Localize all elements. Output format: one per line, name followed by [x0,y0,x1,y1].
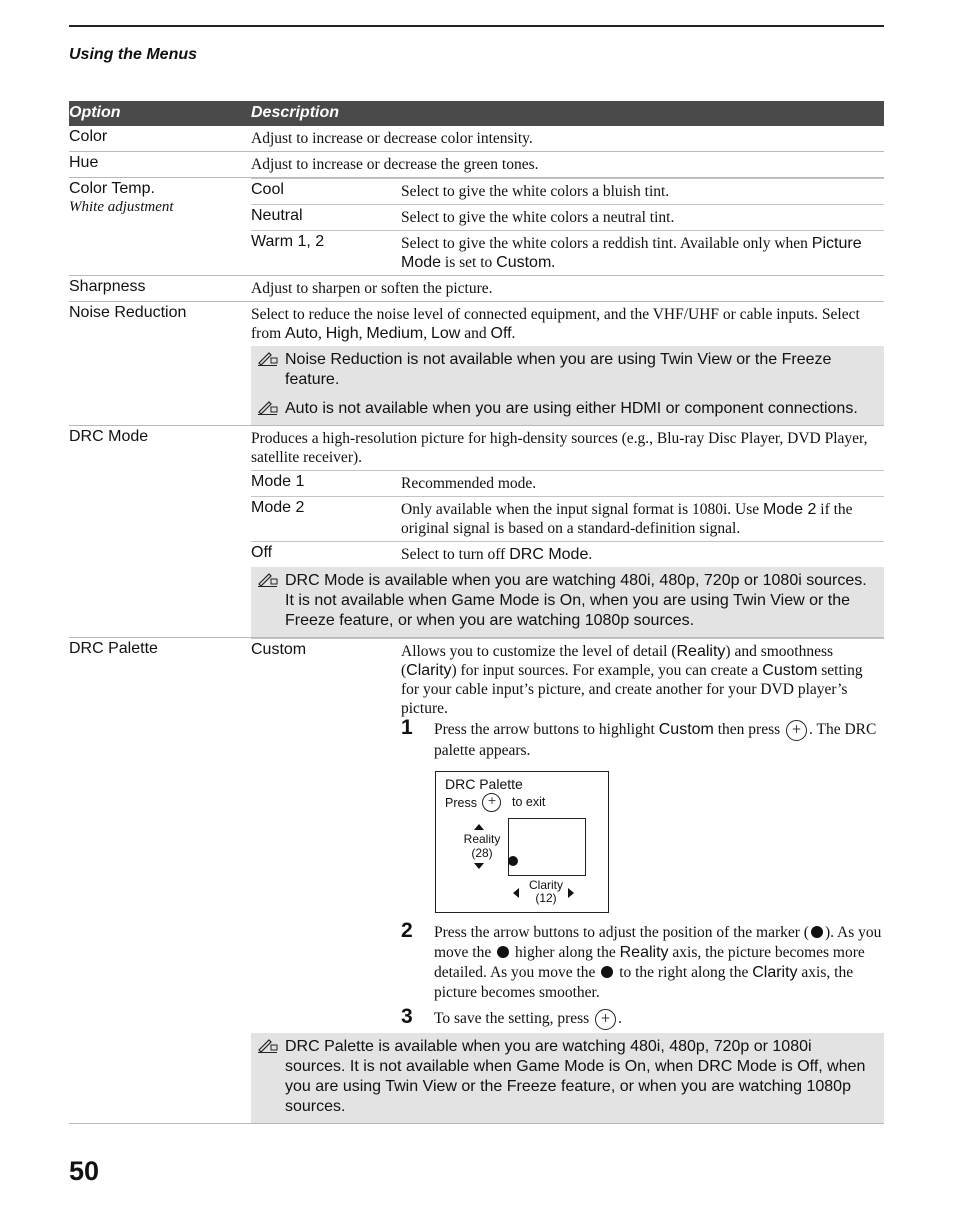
setting-label: Neutral [251,207,303,224]
setting-mode-2 [251,496,884,541]
section-title: Using the Menus [69,46,198,63]
step-number: 2 [401,919,413,942]
note-box [251,1033,884,1123]
palette-title: DRC Palette [445,776,523,792]
note-item: DRC Mode is available when you are watching 480i, 480p, 720p or 1080i sources. It is not available when Game Mode is On, when you are using Twin View or the Freeze feature, or when you are watching 1080p sources. [257,571,874,631]
setting-description: Select to give the white colors a bluish tint. [401,183,670,200]
step-1: 1 Press the arrow buttons to highlight Custom then press +. The DRC palette appears. [401,720,884,761]
marker-dot-icon [601,966,613,978]
row-hue [69,152,884,178]
setting-label: Mode 1 [251,473,305,490]
setting-description: Recommended mode. [401,475,537,492]
column-header-option: Option [69,104,121,121]
row-drc-mode [69,426,884,638]
reality-axis-label: Reality (28) [463,832,501,860]
enter-button-icon [595,1009,616,1030]
column-header-description: Description [251,104,340,121]
option-label: Hue [69,154,99,171]
note-box [251,567,884,637]
setting-description: Select to turn off DRC Mode. [401,546,593,563]
custom-intro: Allows you to customize the level of detail (Reality) and smoothness (Clarity) for input sources. For example, you can create a Custom setting for your cable input’s picture, and create another for your DVD player’s picture. [401,643,863,717]
palette-exit-hint: to exit [512,795,546,809]
setting-neutral [251,204,884,230]
setting-description: Select to give the white colors a neutral tint. [401,209,675,226]
option-label: DRC Mode [69,428,149,445]
option-label: Color Temp. [69,180,155,197]
options-table [69,101,884,1124]
setting-label: Custom [251,641,307,658]
step-3: 3 To save the setting, press +. [401,1009,884,1033]
note-item: Noise Reduction is not available when you are using Twin View or the Freeze feature. [257,350,874,390]
arrow-left-icon [513,888,519,898]
note-pencil-icon [257,1037,279,1053]
note-pencil-icon [257,571,279,587]
palette-press-hint: Press + [445,793,503,813]
palette-marker-icon [508,856,518,866]
option-description: Adjust to increase or decrease color intensity. [251,130,533,147]
option-description: Adjust to increase or decrease the green tones. [251,156,539,173]
note-item: Auto is not available when you are using either HDMI or component connections. [257,399,874,419]
page-number: 50 [69,1156,100,1186]
setting-mode-1 [251,470,884,496]
setting-label: Warm 1, 2 [251,233,325,250]
arrow-up-icon [474,824,484,830]
option-label: Sharpness [69,278,146,295]
row-sharpness [69,276,884,302]
setting-label: Off [251,544,273,561]
option-label: Color [69,128,108,145]
row-drc-palette [69,638,884,1124]
clarity-axis-label: Clarity (12) [528,878,563,905]
row-color [69,126,884,152]
marker-dot-icon [497,946,509,958]
note-item: DRC Palette is available when you are watching 480i, 480p, 720p or 1080i sources. It is not available when Game Mode is On, when DRC Mode is Off, when you are using Twin View or the Freeze feature, or when you are watching 1080p sources. [257,1037,874,1117]
enter-button-icon [482,793,501,812]
setting-label: Cool [251,181,284,198]
setting-description: Only available when the input signal format is 1080i. Use Mode 2 if the original signal is based on a standard-definition signal. [401,501,853,537]
row-noise-reduction [69,302,884,426]
option-description: Select to reduce the noise level of connected equipment, and the VHF/UHF or cable inputs. Select from Auto, High, Medium, Low and Off. [251,306,860,342]
arrow-down-icon [474,863,484,869]
setting-custom [251,638,884,1033]
note-pencil-icon [257,399,279,415]
arrow-right-icon [568,888,574,898]
table-header [69,101,884,126]
drc-palette-illustration [435,771,609,913]
setting-off [251,541,884,567]
step-number: 1 [401,716,413,739]
palette-grid [508,818,586,876]
step-number: 3 [401,1005,413,1028]
option-description: Adjust to sharpen or soften the picture. [251,280,493,297]
option-description: Produces a high-resolution picture for high-density sources (e.g., Blu-ray Disc Player, DVD Player, satellite receiver). [251,430,868,466]
row-color-temp [69,178,884,276]
top-rule [69,25,884,27]
setting-cool [251,178,884,204]
setting-warm [251,230,884,275]
option-sublabel: White adjustment [69,199,174,215]
option-label: Noise Reduction [69,304,187,321]
note-pencil-icon [257,350,279,366]
setting-label: Mode 2 [251,499,305,516]
step-2: 2 Press the arrow buttons to adjust the position of the marker ( ). As you move the higher along the Reality axis, the picture becomes more detailed. As you move the to the right along the Clarity axis, the picture becomes smoother. [401,919,882,1001]
enter-button-icon [786,720,807,741]
setting-description: Select to give the white colors a reddish tint. Available only when Picture Mode is set to Custom. [401,235,862,271]
note-box [251,346,884,425]
option-label: DRC Palette [69,640,158,657]
marker-dot-icon [811,926,823,938]
